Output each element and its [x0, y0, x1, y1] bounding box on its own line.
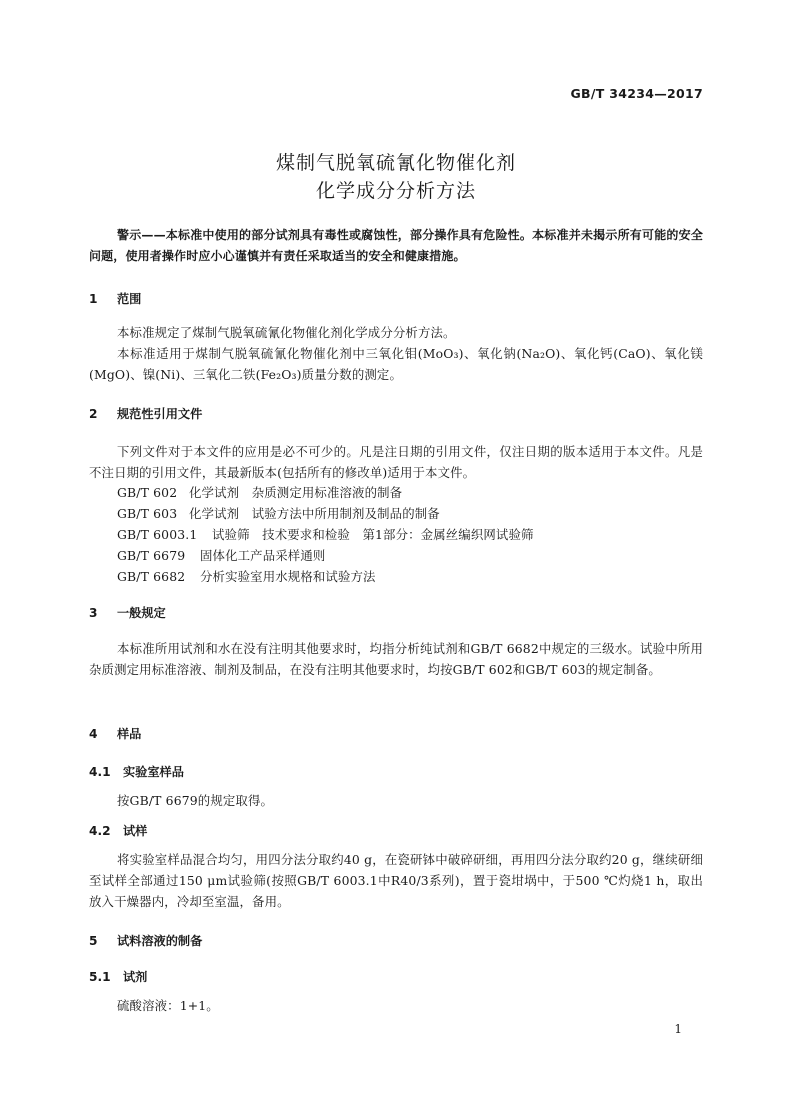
- section-2-heading: [89, 405, 202, 422]
- section-3-heading: [89, 604, 166, 621]
- warning-paragraph: 警示——本标准中使用的部分试剂具有毒性或腐蚀性，部分操作具有危险性。本标准并未揭示所有可能的安全问题，使用者操作时应小心谨慎并有责任采取适当的安全和健康措施。: [89, 228, 703, 263]
- section-title: 样品: [117, 727, 142, 741]
- section-5-heading: [89, 932, 202, 949]
- scope-paragraph-2: 本标准适用于煤制气脱氧硫氰化物催化剂中三氧化钼(MoO₃)、氧化钠(Na₂O)、氧化钙(CaO)、氧化镁(MgO)、镍(Ni)、三氧化二铁(Fe₂O₃)质量分数的测定。: [89, 346, 703, 382]
- scope-paragraph-1: 本标准规定了煤制气脱氧硫氰化物催化剂化学成分分析方法。: [117, 325, 456, 340]
- test-sample-paragraph: 将实验室样品混合均匀，用四分法分取约40 g，在瓷研钵中破碎研细，再用四分法分取约20 g，继续研细至试样全部通过150 μm试验筛(按照GB/T 6003.1中R40/3系列)，置于瓷坩埚中，于500 ℃灼烧1 h，取出放入干燥器内，冷却至室温，备用。: [89, 852, 703, 909]
- section-title: 一般规定: [117, 606, 166, 620]
- subsection-number: 4.1: [89, 765, 111, 779]
- reference-item: [117, 525, 534, 543]
- reagent-paragraph: 硫酸溶液：1+1。: [117, 998, 219, 1013]
- document-title-line-1: 煤制气脱氧硫氰化物催化剂: [275, 152, 516, 174]
- references-intro: 下列文件对于本文件的应用是必不可少的。凡是注日期的引用文件，仅注日期的版本适用于本文件。凡是不注日期的引用文件，其最新版本(包括所有的修改单)适用于本文件。: [89, 444, 703, 480]
- reference-item: [117, 504, 440, 522]
- section-title: 试料溶液的制备: [117, 934, 203, 948]
- reference-item: [117, 483, 402, 501]
- reference-item: [117, 567, 376, 585]
- subsection-5-1-heading: [89, 968, 147, 985]
- section-number: 1: [89, 292, 98, 306]
- reference-title: 试验筛 技术要求和检验 第1部分：金属丝编织网试验筛: [212, 527, 534, 542]
- reference-code: GB/T 6679: [117, 548, 186, 563]
- page-number: 1: [674, 1022, 682, 1036]
- section-number: 5: [89, 934, 98, 948]
- reference-code: GB/T 6003.1: [117, 527, 198, 542]
- subsection-4-2-heading: [89, 822, 147, 839]
- subsection-number: 4.2: [89, 824, 111, 838]
- reference-title: 分析实验室用水规格和试验方法: [200, 569, 376, 584]
- section-number: 3: [89, 606, 98, 620]
- subsection-title: 实验室样品: [123, 765, 184, 779]
- subsection-title: 试剂: [123, 970, 148, 984]
- reference-title: 固体化工产品采样通则: [200, 548, 326, 563]
- reference-title: 化学试剂 杂质测定用标准溶液的制备: [189, 485, 403, 500]
- document-title-line-2: 化学成分分析方法: [315, 180, 476, 202]
- reference-item: [117, 546, 325, 564]
- lab-sample-paragraph: 按GB/T 6679的规定取得。: [117, 793, 274, 808]
- general-provisions-paragraph: 本标准所用试剂和水在没有注明其他要求时，均指分析纯试剂和GB/T 6682中规定的三级水。试验中所用杂质测定用标准溶液、制剂及制品，在没有注明其他要求时，均按GB/T 602和GB/T 603的规定制备。: [89, 641, 703, 677]
- reference-code: GB/T 6682: [117, 569, 186, 584]
- reference-title: 化学试剂 试验方法中所用制剂及制品的制备: [189, 506, 440, 521]
- section-4-heading: [89, 725, 141, 742]
- section-1-heading: [89, 290, 141, 307]
- section-number: 2: [89, 407, 98, 421]
- section-number: 4: [89, 727, 98, 741]
- subsection-title: 试样: [123, 824, 148, 838]
- standard-code: GB/T 34234—2017: [570, 86, 703, 101]
- reference-code: GB/T 602: [117, 485, 178, 500]
- subsection-4-1-heading: [89, 763, 184, 780]
- section-title: 规范性引用文件: [117, 407, 203, 421]
- subsection-number: 5.1: [89, 970, 111, 984]
- section-title: 范围: [117, 292, 142, 306]
- reference-code: GB/T 603: [117, 506, 178, 521]
